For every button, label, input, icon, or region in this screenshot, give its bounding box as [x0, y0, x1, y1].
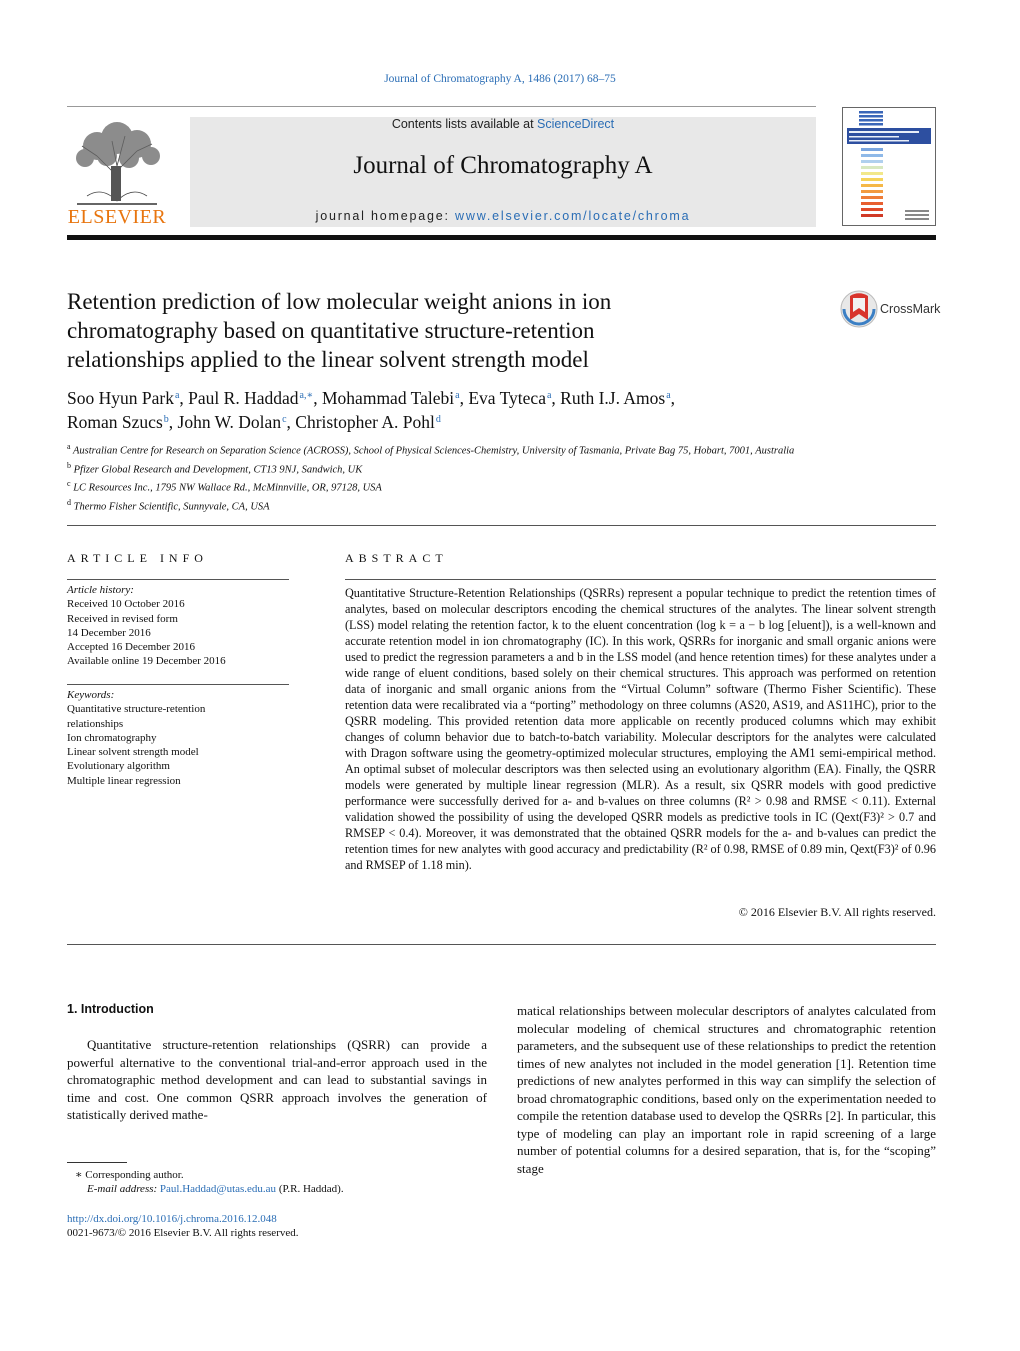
keywords-label: Keywords:	[67, 689, 115, 701]
divider	[345, 579, 936, 580]
issn-line: 0021-9673/© 2016 Elsevier B.V. All rights reserved.	[67, 1227, 299, 1239]
affiliation: $^c$ LC Resources Inc., 1795 NW Wallace Rd., McMinnville, OR, 97128, USA	[67, 479, 382, 494]
email-label: E-mail address:	[87, 1183, 160, 1195]
affiliation: $^b$ Pfizer Global Research and Development, CT13 9NJ, Sandwich, UK	[67, 460, 363, 475]
abstract-heading: ABSTRACT	[345, 551, 448, 565]
author[interactable]: Eva Tyteca$^a$	[468, 388, 552, 408]
crossmark-label: CrossMark	[880, 302, 941, 316]
divider	[67, 525, 936, 526]
author[interactable]: Roman Szucs$^b$	[67, 412, 169, 432]
homepage-prefix: journal homepage:	[315, 209, 456, 223]
homepage-link[interactable]: www.elsevier.com/locate/chroma	[455, 209, 691, 223]
author-list: Soo Hyun Park$^a$, Paul R. Haddad$^{a,∗}$, Mohammad Talebi$^a$, Eva Tyteca$^a$, Ruth I.J. Amos$^a$, Roman Szucs$^b$, John W. Dolan$^c$, Christopher A. Pohl$^d$	[67, 388, 676, 432]
email-link[interactable]: Paul.Haddad@utas.edu.au	[159, 1183, 277, 1195]
keyword: Multiple linear regression	[67, 774, 181, 787]
affiliation: $^d$ Thermo Fisher Scientific, Sunnyvale, CA, USA	[67, 497, 270, 512]
abstract-text: Quantitative Structure-Retention Relationships (QSRRs) represent a popular technique to predict the retention times of analytes, based on molecular descriptors encoding the chemical structures of the analytes. The linear solvent strength (LSS) model relating the retention factor, k to the eluent concentration (log k = a − b log [eluent]), is a well-known and accurate retention model in ion chromatography (IC). In this work, QSRRs for inorganic and small organic anions were used to predict the regression parameters a and b in the LSS model (and hence retention times) for these analytes under a wide range of eluent conditions, based solely on their chemical structures. This approach was performed on retention data of inorganic and small organic anions from the “Virtual Column” software (Thermo Fisher Scientific). These retention data were recalibrated via a “porting” methodology on three columns (AS20, AS19, and AS11HC), prior to the QSRR modeling. This provided retention data more applicable on recently produced columns which may exhibit changes of column behavior due to batch-to-batch variability. Molecular descriptors for the analytes were calculated with Dragon software using the geometry-optimized molecular structures, employing the AM1 semi-empirical method. An optimal subset of molecular descriptors was then selected using an evolutionary algorithm (EA). Finally, the QSRR models were generated by multiple linear regression (MLR). As a result, six QSRR models with good predictive performance were successfully derived for a- and b-values on three columns (R² > 0.98 and RMSE < 0.11). External validation showed the possibility of using the developed QSRR models as predictive tools in IC (Qext(F3)² > 0.7 and RMSEP < 0.4). Moreover, it was demonstrated that the obtained QSRR models for the a- and b-values can predict the retention times for new analytes with good accuracy and predictability (R² of 0.98, RMSE of 0.89 min, Qext(F3)² of 0.96 and RMSEP of 1.18 min).	[345, 586, 936, 872]
author[interactable]: Mohammad Talebi$^a$	[322, 388, 460, 408]
journal-name: Journal of Chromatography A	[353, 152, 653, 179]
keyword: Ion chromatography	[67, 731, 157, 744]
author[interactable]: Christopher A. Pohl$^d$	[295, 412, 441, 432]
header-divider	[67, 106, 816, 107]
journal-citation[interactable]: Journal of Chromatography A, 1486 (2017) 68–75	[384, 73, 616, 85]
author[interactable]: Soo Hyun Park$^a$	[67, 388, 180, 408]
affiliations	[67, 440, 827, 514]
email-suffix: (P.R. Haddad).	[276, 1183, 344, 1195]
history-item: Accepted 16 December 2016	[67, 641, 195, 654]
keyword: Evolutionary algorithm	[67, 760, 170, 773]
title-line: chromatography based on quantitative structure-retention	[67, 318, 595, 343]
journal-cover-thumbnail[interactable]	[842, 107, 936, 226]
keyword: Quantitative structure-retention	[67, 703, 206, 716]
corresponding-author: ∗ Corresponding author.	[75, 1169, 184, 1181]
sciencedirect-link[interactable]: ScienceDirect	[537, 117, 615, 131]
doi-link[interactable]: http://dx.doi.org/10.1016/j.chroma.2016.12.048	[67, 1213, 277, 1225]
title-line: Retention prediction of low molecular weight anions in ion	[67, 289, 612, 314]
keyword: Linear solvent strength model	[67, 746, 199, 759]
header-thick-rule	[67, 235, 936, 240]
footnote-rule	[67, 1162, 127, 1163]
affiliation: $^a$ Australian Centre for Research on Separation Science (ACROSS), School of Physical Sciences-Chemistry, University of Tasmania, Private Bag 75, Hobart, 7001, Australia	[67, 442, 795, 457]
section-heading: 1. Introduction	[67, 1002, 154, 1016]
body-paragraph: Quantitative structure-retention relationships (QSRR) can provide a powerful alternative to the conventional trial-and-error approach used in the chromatographic method development and can lead to substantial savings in time and cost. One common QSRR approach involves the generation of statistically derived mathe-	[67, 1037, 487, 1122]
divider	[67, 684, 289, 685]
divider	[67, 944, 936, 945]
history-item: Available online 19 December 2016	[67, 655, 226, 668]
author[interactable]: Paul R. Haddad$^{a,∗}$	[188, 388, 314, 408]
article-history	[67, 583, 289, 669]
footnote	[67, 1168, 487, 1196]
history-item: Received in revised form	[67, 612, 178, 625]
history-label: Article history:	[67, 584, 134, 596]
body-paragraph: matical relationships between molecular descriptors of analytes calculated from molecular modeling of chemical structures and chromatographic retention parameters, and the subsequent use of these relationships to predict the retention times of new analytes not included in the model generation [1]. Retention time predictions of new analytes performed in this way can simplify the selection of broad chromatographic conditions, based only on the experimentation needed to compile the retention database used to develop the QSRRs [2]. In particular, this type of modeling can play an important role in rapid screening of a large number of potential columns for a desired separation, that is, for the “scoping” stage	[517, 1003, 936, 1176]
contents-prefix: Contents lists available at	[391, 117, 538, 131]
keywords	[67, 688, 289, 788]
crossmark-icon	[840, 290, 878, 328]
title-line: relationships applied to the linear solvent strength model	[67, 347, 589, 372]
contents-line	[190, 117, 816, 131]
publisher-wordmark: ELSEVIER	[67, 206, 167, 228]
author[interactable]: Ruth I.J. Amos$^a$	[560, 388, 671, 408]
keyword: relationships	[67, 717, 124, 730]
doi-block	[67, 1212, 487, 1240]
history-item: Received 10 October 2016	[67, 598, 185, 611]
copyright-notice: © 2016 Elsevier B.V. All rights reserved.	[738, 905, 936, 919]
divider	[67, 579, 289, 580]
article-info-heading: ARTICLE INFO	[67, 551, 208, 565]
crossmark-badge[interactable]	[840, 290, 940, 330]
article-title	[67, 287, 767, 374]
author[interactable]: John W. Dolan$^c$	[177, 412, 287, 432]
history-item: 14 December 2016	[67, 626, 151, 639]
homepage-line	[190, 209, 816, 223]
